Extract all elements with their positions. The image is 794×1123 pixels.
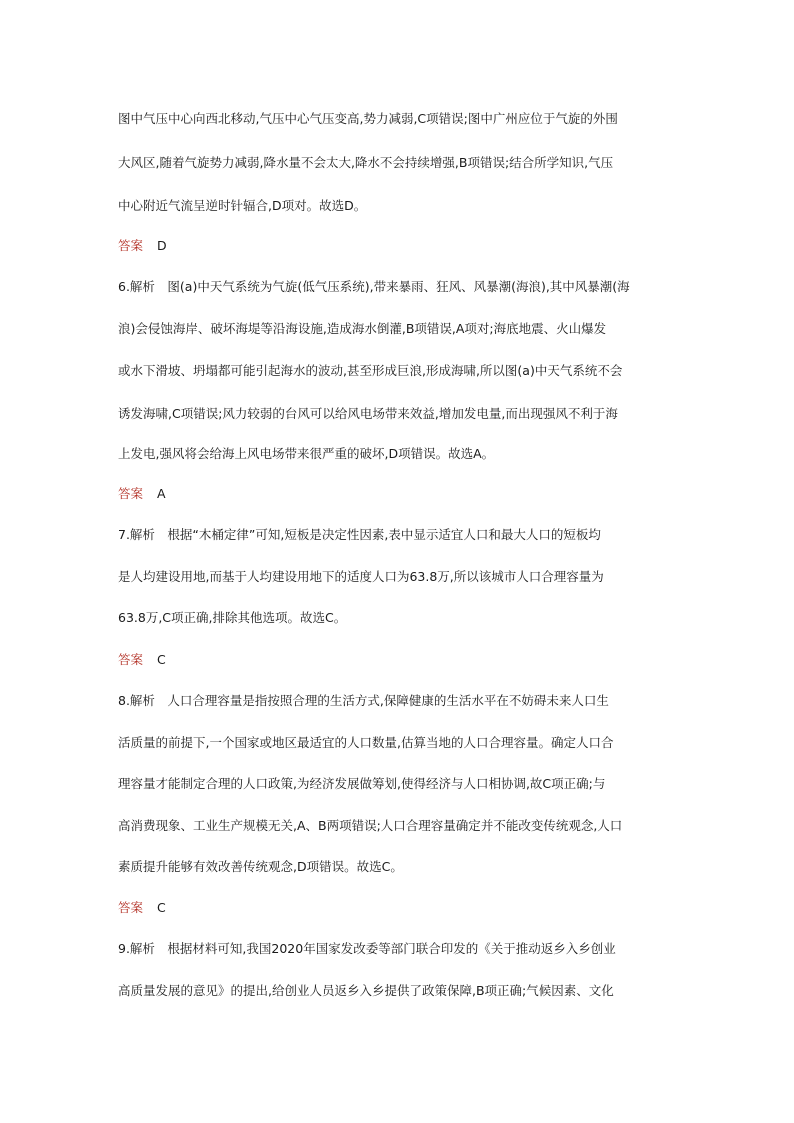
answer-row <box>118 238 678 254</box>
text-line: 理容量才能制定合理的人口政策,为经济发展做筹划,使得经济与人口相协调,故C项正确;与 <box>118 776 606 791</box>
text-line: 6.解析 图(a)中天气系统为气旋(低气压系统),带来暴雨、狂风、风暴潮(海浪),其中风暴潮(海 <box>118 279 630 294</box>
answer-label: 答案 <box>118 900 144 915</box>
answer-label: 答案 <box>118 652 144 667</box>
answer-row <box>118 652 678 668</box>
text-line: 活质量的前提下,一个国家或地区最适宜的人口数量,估算当地的人口合理容量。确定人口合 <box>118 735 614 750</box>
text-line: 图中气压中心向西北移动,气压中心气压变高,势力减弱,C项错误;图中广州应位于气旋的外围 <box>118 111 618 126</box>
text-line: 浪)会侵蚀海岸、破坏海堤等沿海设施,造成海水倒灌,B项错误,A项对;海底地震、火山爆发 <box>118 321 607 336</box>
text-line: 诱发海啸,C项错误;风力较弱的台风可以给风电场带来效益,增加发电量,而出现强风不利于海 <box>118 406 618 421</box>
answer-label: 答案 <box>118 238 144 253</box>
text-line: 或水下滑坡、坍塌都可能引起海水的波动,甚至形成巨浪,形成海啸,所以图(a)中天气系统不会 <box>118 363 623 378</box>
text-line: 63.8万,C项正确,排除其他选项。故选C。 <box>118 610 347 625</box>
text-line: 是人均建设用地,而基于人均建设用地下的适度人口为63.8万,所以该城市人口合理容量为 <box>118 569 604 584</box>
text-line: 高质量发展的意见》的提出,给创业人员返乡入乡提供了政策保障,B项正确;气候因素、文化 <box>118 983 614 998</box>
answer-value: C <box>157 652 166 667</box>
answer-row <box>118 900 678 916</box>
answer-value: C <box>157 900 166 915</box>
text-line: 7.解析 根据“木桶定律”可知,短板是决定性因素,表中显示适宜人口和最大人口的短板均 <box>118 527 601 542</box>
answer-value: D <box>157 238 167 253</box>
text-line: 中心附近气流呈逆时针辐合,D项对。故选D。 <box>118 198 367 213</box>
text-line: 8.解析 人口合理容量是指按照合理的生活方式,保障健康的生活水平在不妨碍未来人口生 <box>118 693 609 708</box>
text-line: 9.解析 根据材料可知,我国2020年国家发改委等部门联合印发的《关于推动返乡入乡创业 <box>118 941 616 956</box>
answer-label: 答案 <box>118 486 144 501</box>
answer-row <box>118 486 678 502</box>
text-line: 大风区,随着气旋势力减弱,降水量不会太大,降水不会持续增强,B项错误;结合所学知识,气压 <box>118 155 614 170</box>
text-line: 素质提升能够有效改善传统观念,D项错误。故选C。 <box>118 859 403 874</box>
text-line: 高消费现象、工业生产规模无关,A、B两项错误;人口合理容量确定并不能改变传统观念,人口 <box>118 818 623 833</box>
answer-value: A <box>157 486 166 501</box>
text-line: 上发电,强风将会给海上风电场带来很严重的破坏,D项错误。故选A。 <box>118 446 495 461</box>
